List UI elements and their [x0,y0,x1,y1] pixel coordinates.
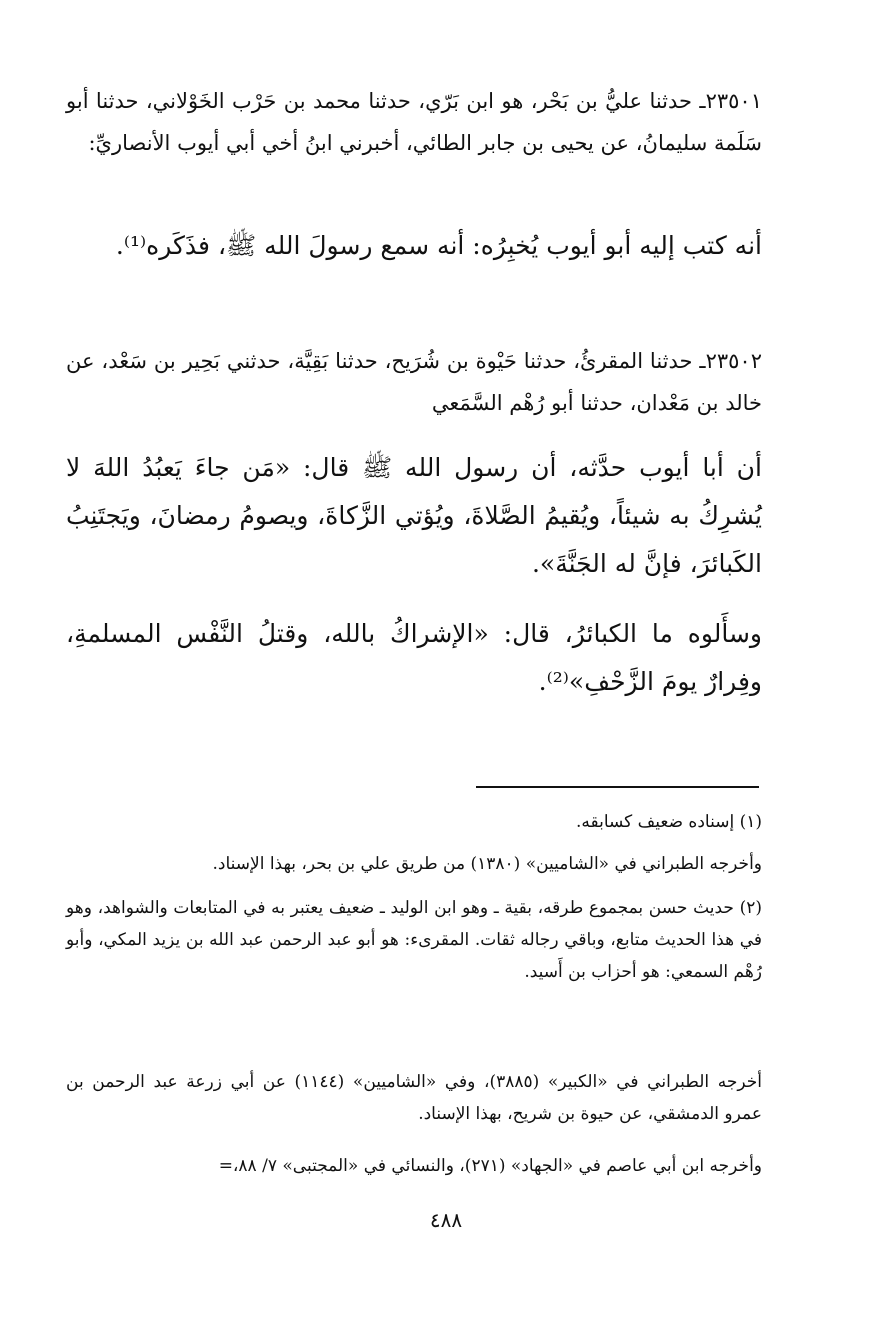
footnote-separator [476,786,759,788]
footnote-2-paragraph-1: (٢) حديث حسن بمجموع طرقه، بقية ـ وهو ابن الوليد ـ ضعيف يعتبر به في المتابعات والشواهد، وهو في هذا الحديث متابع، وباقي رجاله ثقات. المقرىء: هو أبو عبد الرحمن عبد الله بن يزيد المكي، وأبو رُهْم السمعي: هو أحزاب بن أَسيد. [66,898,762,982]
hadith-23501-number: ٢٣٥٠١ـ [699,89,762,113]
footnote-1-line-2: وأخرجه الطبراني في «الشاميين» (١٣٨٠) من طريق علي بن بحر، بهذا الإسناد. [212,854,762,874]
hadith-23501-matn: أنه كتب إليه أبو أيوب يُخبِرُه: أنه سمع رسولَ الله ﷺ، فذَكَره⁽¹⁾. [115,231,762,260]
hadith-23502-matn-1: أن أبا أيوب حدَّثه، أن رسول الله ﷺ قال: «مَن جاءَ يَعبُدُ اللهَ لا يُشرِكُ به شيئاً، ويُقيمُ الصَّلاةَ، ويُؤتي الزَّكاةَ، ويصومُ رمضانَ، ويَجتَنِبُ الكَبائرَ، فإنَّ له الجَنَّةَ». [66,453,762,578]
footnote-1-line-1: (١) إسناده ضعيف كسابقه. [575,812,762,832]
page-number: ٤٨٨ [429,1208,463,1232]
hadith-23502-isnad-text: حدثنا المقرئُ، حدثنا حَيْوة بن شُرَيح، حدثنا بَقِيَّة، حدثني بَحِير بن سَعْد، عن خالد بن مَعْدان، حدثنا أبو رُهْم السَّمَعي [66,349,762,415]
hadith-23501-isnad-text: حدثنا عليُّ بن بَحْر، هو ابن بَرّي، حدثنا محمد بن حَرْب الخَوْلاني، حدثنا أبو سَلَمة سليمانُ، عن يحيى بن جابر الطائي، أخبرني ابنُ أخي أبي أيوب الأنصاريِّ: [66,89,762,155]
footnote-2-paragraph-2: أخرجه الطبراني في «الكبير» (٣٨٨٥)، وفي «الشاميين» (١١٤٤) عن أبي زرعة عبد الرحمن بن عمرو الدمشقي، عن حيوة بن شريح، بهذا الإسناد. [66,1072,763,1124]
hadith-23501-isnad [66,80,762,164]
hadith-23502-isnad [66,340,762,424]
footnote-2-paragraph-3: وأخرجه ابن أبي عاصم في «الجهاد» (٢٧١)، والنسائي في «المجتبى» ٧/ ٨٨،= [218,1156,762,1176]
hadith-23502-number: ٢٣٥٠٢ـ [699,349,762,373]
hadith-23502-matn-2: وسأَلوه ما الكبائرُ، قال: «الإشراكُ بالله، وقتلُ النَّفْس المسلمةِ، وفِرارٌ يومَ الزَّحْفِ»⁽²⁾. [66,619,762,696]
